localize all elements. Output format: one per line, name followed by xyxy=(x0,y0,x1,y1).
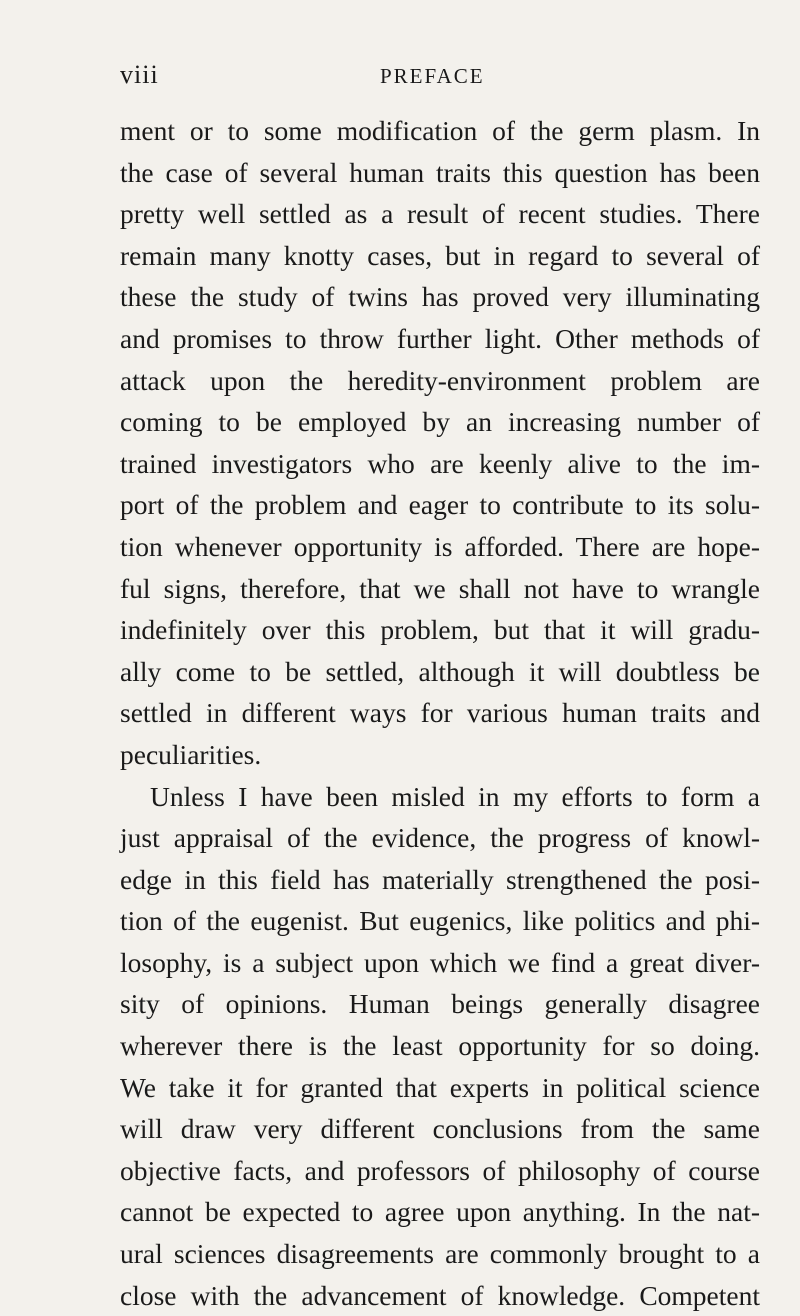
text-line: will draw very different conclusions from the same xyxy=(120,1113,760,1145)
text-line: losophy, is a subject upon which we find a great diver- xyxy=(120,946,760,978)
text-line: wherever there is the least opportunity for so doing. xyxy=(120,1030,760,1062)
text-line: just appraisal of the evidence, the progress of knowl- xyxy=(120,822,760,854)
paragraph-first-line: Unless I have been misled in my efforts to form a xyxy=(150,780,760,812)
text-line: indefinitely over this problem, but that it will gradu- xyxy=(120,614,760,646)
text-line: edge in this field has materially strengthened the posi- xyxy=(120,863,760,895)
text-line: peculiarities. xyxy=(120,738,262,770)
text-line: ment or to some modification of the germ plasm. In xyxy=(120,115,760,146)
text-line: ful signs, therefore, that we shall not have to wrangle xyxy=(120,572,760,604)
text-line: ally come to be settled, although it will doubtless be xyxy=(120,655,760,687)
text-line: and promises to throw further light. Other methods of xyxy=(120,322,760,354)
text-line: settled in different ways for various human traits and xyxy=(120,697,760,729)
page-number: viii xyxy=(120,60,159,89)
text-line: coming to be employed by an increasing number of xyxy=(120,406,760,438)
text-line: cannot be expected to agree upon anything. In the nat- xyxy=(120,1196,760,1228)
text-line: remain many knotty cases, but in regard to several of xyxy=(120,239,760,271)
text-line: trained investigators who are keenly alive to the im- xyxy=(120,447,760,479)
text-line: sity of opinions. Human beings generally disagree xyxy=(120,988,760,1020)
body-text xyxy=(120,110,760,1316)
text-line: We take it for granted that experts in political science xyxy=(120,1071,760,1103)
text-line: these the study of twins has proved very illuminating xyxy=(120,281,760,313)
text-line: tion of the eugenist. But eugenics, like politics and phi- xyxy=(120,905,760,937)
text-line: attack upon the heredity-environment problem are xyxy=(120,364,760,396)
text-line: tion whenever opportunity is afforded. There are hope- xyxy=(120,530,760,562)
running-head xyxy=(120,60,740,94)
running-head-title: PREFACE xyxy=(380,64,485,88)
text-line: ural sciences disagreements are commonly brought to a xyxy=(120,1238,760,1270)
text-line: close with the advancement of knowledge. Competent xyxy=(120,1279,760,1311)
text-line: port of the problem and eager to contribute to its solu- xyxy=(120,489,760,521)
text-line: pretty well settled as a result of recent studies. There xyxy=(120,198,760,230)
text-line: the case of several human traits this question has been xyxy=(120,156,760,188)
text-line: objective facts, and professors of philosophy of course xyxy=(120,1154,760,1186)
